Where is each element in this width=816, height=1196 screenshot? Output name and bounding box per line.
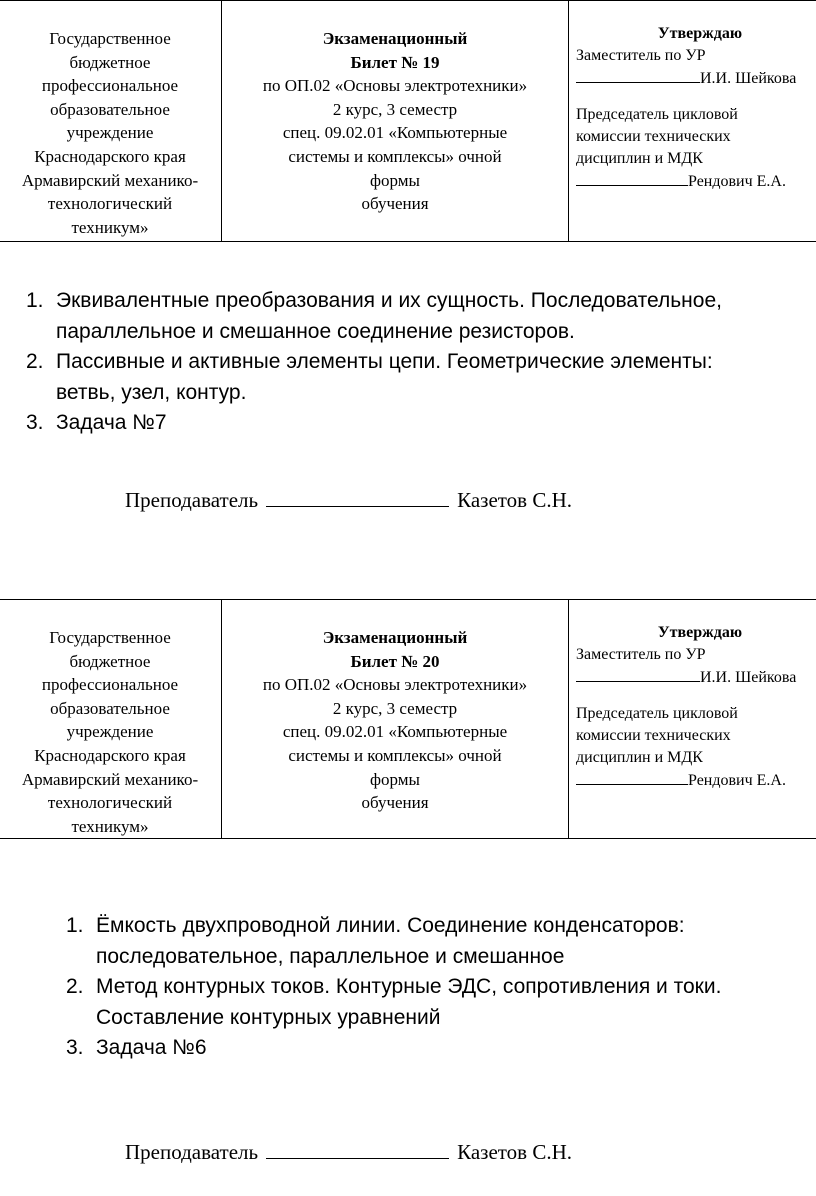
- question-number: 3.: [26, 411, 44, 434]
- deputy-label: Заместитель по УР: [576, 646, 706, 663]
- question-text: Эквивалентные преобразования и их сущность. Последовательное,: [56, 289, 722, 312]
- institution-line: образовательное: [50, 698, 170, 718]
- institution-line: Государственное: [49, 29, 171, 48]
- question-item: [26, 347, 816, 408]
- institution-line: профессиональное: [41, 76, 179, 96]
- subject-line: по ОП.02 «Основы электротехники»: [262, 675, 528, 695]
- question-text: Метод контурных токов. Контурные ЭДС, сопротивления и токи.: [96, 975, 722, 998]
- teacher-name: Казетов С.Н.: [457, 1140, 573, 1164]
- question-text: Пассивные и активные элементы цепи. Геометрические элементы:: [56, 350, 713, 373]
- spec-line: системы и комплексы» очной: [288, 745, 502, 765]
- deputy-name: И.И. Шейкова: [700, 70, 797, 87]
- chair-line: дисциплин и МДК: [576, 749, 703, 766]
- question-number: 1.: [66, 914, 84, 937]
- institution-line: технологический: [47, 194, 173, 214]
- chair-line: Председатель цикловой: [576, 705, 738, 722]
- institution-cell: [0, 1, 222, 242]
- exam-title: Экзаменационный: [322, 628, 468, 647]
- signature-line: [576, 769, 688, 785]
- spec-line: формы: [370, 170, 420, 190]
- question-text: Составление контурных уравнений: [96, 1005, 441, 1029]
- institution-line: профессиональное: [41, 675, 179, 695]
- question-text: Задача №6: [96, 1036, 207, 1059]
- teacher-name: Казетов С.Н.: [457, 488, 573, 512]
- institution-line: образовательное: [50, 99, 170, 119]
- institution-line: учреждение: [66, 722, 154, 742]
- course-line: 2 курс, 3 семестр: [332, 99, 458, 119]
- institution-line: Краснодарского края: [34, 146, 186, 166]
- institution-line: учреждение: [66, 123, 154, 143]
- chair-line: комиссии технических: [576, 128, 731, 145]
- ticket-header-table: [0, 0, 816, 242]
- ticket-number: Билет № 20: [350, 651, 440, 671]
- question-text: Ёмкость двухпроводной линии. Соединение конденсаторов:: [96, 914, 685, 937]
- question-text: последовательное, параллельное и смешанное: [96, 944, 565, 968]
- ticket-info-cell: [222, 1, 569, 242]
- institution-line: Государственное: [49, 628, 171, 647]
- signature-line: [576, 67, 700, 83]
- teacher-label: Преподаватель: [125, 488, 259, 512]
- exam-title: Экзаменационный: [322, 29, 468, 48]
- subject-line: по ОП.02 «Основы электротехники»: [262, 76, 528, 96]
- question-text: ветвь, узел, контур.: [56, 380, 247, 404]
- spec-line: формы: [370, 769, 420, 789]
- institution-line: Армавирский механико-: [21, 769, 199, 789]
- question-item: [66, 911, 816, 972]
- spec-line: обучения: [361, 793, 429, 813]
- course-line: 2 курс, 3 семестр: [332, 698, 458, 718]
- question-number: 3.: [66, 1036, 84, 1059]
- question-number: 2.: [66, 975, 84, 998]
- question-list: [26, 286, 816, 439]
- chair-line: Председатель цикловой: [576, 106, 738, 123]
- spec-line: спец. 09.02.01 «Компьютерные: [282, 722, 508, 742]
- ticket-header-table: [0, 599, 816, 839]
- question-list: [66, 911, 816, 1064]
- approve-title: Утверждаю: [657, 624, 743, 641]
- chair-name: Рендович Е.А.: [688, 173, 786, 190]
- question-text: Задача №7: [56, 411, 167, 434]
- institution-line: технологический: [47, 793, 173, 813]
- chair-name: Рендович Е.А.: [688, 772, 786, 789]
- institution-line: бюджетное: [69, 651, 151, 671]
- teacher-signature: [125, 1140, 572, 1165]
- institution-cell: [0, 600, 222, 839]
- ticket-info-cell: [222, 600, 569, 839]
- chair-line: комиссии технических: [576, 727, 731, 744]
- approval-cell: [569, 600, 816, 839]
- spec-line: спец. 09.02.01 «Компьютерные: [282, 123, 508, 143]
- institution-line: Армавирский механико-: [21, 170, 199, 190]
- approve-title: Утверждаю: [657, 25, 743, 42]
- question-item: [66, 1033, 816, 1064]
- institution-line: бюджетное: [69, 52, 151, 72]
- question-item: [26, 286, 816, 347]
- question-number: 1.: [26, 289, 44, 312]
- institution-line: техникум»: [71, 217, 149, 237]
- institution-line: техникум»: [71, 816, 149, 836]
- spec-line: обучения: [361, 194, 429, 214]
- deputy-label: Заместитель по УР: [576, 47, 706, 64]
- question-item: [26, 408, 816, 439]
- institution-line: Краснодарского края: [34, 745, 186, 765]
- signature-line: [266, 488, 449, 507]
- signature-line: [266, 1140, 449, 1159]
- spec-line: системы и комплексы» очной: [288, 146, 502, 166]
- teacher-signature: [125, 488, 572, 513]
- question-item: [66, 972, 816, 1033]
- question-number: 2.: [26, 350, 44, 373]
- approval-cell: [569, 1, 816, 242]
- question-text: параллельное и смешанное соединение резисторов.: [56, 319, 575, 343]
- deputy-name: И.И. Шейкова: [700, 669, 797, 686]
- ticket-number: Билет № 19: [350, 52, 440, 72]
- teacher-label: Преподаватель: [125, 1140, 259, 1164]
- signature-line: [576, 170, 688, 186]
- chair-line: дисциплин и МДК: [576, 150, 703, 167]
- signature-line: [576, 666, 700, 682]
